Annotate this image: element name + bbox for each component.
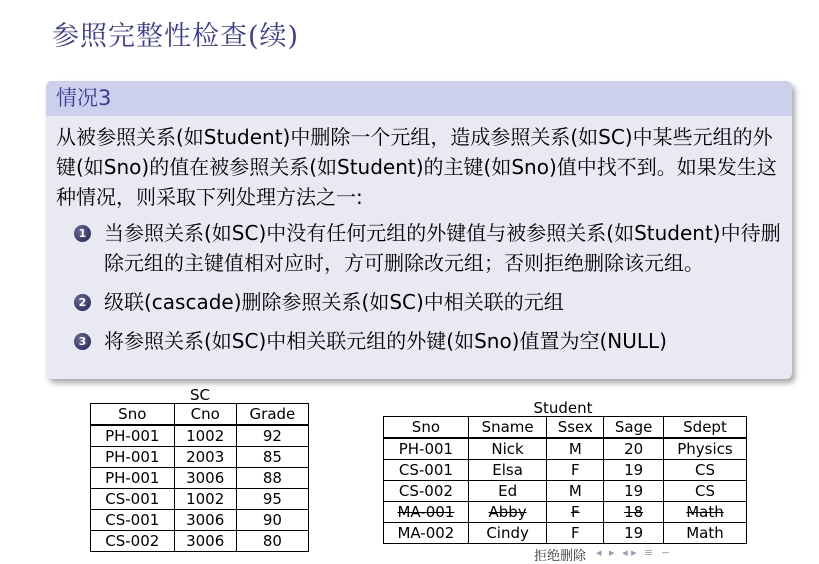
struck-table-row — [384, 502, 747, 523]
table-header-row — [384, 417, 747, 439]
table-row — [384, 481, 747, 502]
page-title: 参照完整性检查(续) — [52, 21, 300, 52]
beamer-nav-bar — [596, 546, 674, 559]
table-cell: 19 — [604, 481, 664, 502]
table-cell: Math — [664, 523, 747, 544]
block-body — [46, 116, 792, 356]
column-header: Sno — [91, 404, 175, 426]
table-cell: F — [547, 502, 604, 523]
number-bullet-icon: 2 — [74, 294, 91, 311]
table-cell: 1002 — [174, 425, 236, 447]
table-cell: PH-001 — [91, 447, 175, 468]
table-cell: CS-002 — [384, 481, 469, 502]
table-cell: CS-001 — [384, 460, 469, 481]
table-cell: CS-001 — [91, 489, 175, 510]
table-cell: PH-001 — [91, 468, 175, 489]
sc-table-caption: SC — [190, 386, 210, 404]
table-cell: CS-002 — [91, 531, 175, 552]
column-header: Sage — [604, 417, 664, 439]
table-cell: 3006 — [174, 468, 236, 489]
column-header: Sname — [468, 417, 547, 439]
block-paragraph: 从被参照关系(如Student)中删除一个元组，造成参照关系(如SC)中某些元组的外键(如Sno)的值在被参照关系(如Student)的主键(如Sno)值中找不到。如果发生这种情况，则采取下列处理方法之一: — [56, 125, 777, 209]
table-cell: 80 — [236, 531, 308, 552]
table-cell: F — [547, 523, 604, 544]
student-table — [383, 416, 747, 544]
number-bullet-icon: 1 — [74, 225, 91, 242]
table-cell: Physics — [664, 438, 747, 460]
number-bullet-icon: 3 — [74, 333, 91, 350]
column-header: Cno — [174, 404, 236, 426]
table-row — [91, 489, 309, 510]
table-header-row — [91, 404, 309, 426]
table-cell: 90 — [236, 510, 308, 531]
nav-right-icon[interactable]: ▸ — [609, 546, 615, 559]
table-cell: CS — [664, 460, 747, 481]
table-cell: MA-001 — [384, 502, 469, 523]
nav-left-icon[interactable]: ◂ — [596, 546, 602, 559]
table-cell: 18 — [604, 502, 664, 523]
table-cell: 2003 — [174, 447, 236, 468]
table-cell: 3006 — [174, 531, 236, 552]
table-row — [91, 510, 309, 531]
table-row — [384, 523, 747, 544]
content-block — [46, 81, 792, 379]
column-header: Sdept — [664, 417, 747, 439]
list-item — [56, 287, 782, 317]
list-item-text: 当参照关系(如SC)中没有任何元组的外键值与被参照关系(如Student)中待删除元组的主键值相对应时，方可删除改元组；否则拒绝删除该元组。 — [104, 221, 781, 275]
table-cell: Nick — [468, 438, 547, 460]
table-cell: 85 — [236, 447, 308, 468]
table-cell: 92 — [236, 425, 308, 447]
list-item-text: 将参照关系(如SC)中相关联元组的外键(如Sno)值置为空(NULL) — [104, 329, 667, 353]
sc-table — [90, 403, 309, 552]
table-cell: Abby — [468, 502, 547, 523]
table-cell: Ed — [468, 481, 547, 502]
table-cell: 88 — [236, 468, 308, 489]
table-cell: M — [547, 481, 604, 502]
table-cell: Math — [664, 502, 747, 523]
column-header: Ssex — [547, 417, 604, 439]
table-cell: 20 — [604, 438, 664, 460]
table-cell: 3006 — [174, 510, 236, 531]
list-item — [56, 218, 782, 278]
table-cell: CS-001 — [91, 510, 175, 531]
table-cell: 19 — [604, 460, 664, 481]
table-cell: M — [547, 438, 604, 460]
nav-section-icon[interactable]: ◂ ▸ — [622, 546, 637, 559]
block-heading: 情况3 — [46, 81, 792, 116]
method-list — [56, 218, 782, 356]
table-cell: Elsa — [468, 460, 547, 481]
table-cell: MA-002 — [384, 523, 469, 544]
table-cell: 1002 — [174, 489, 236, 510]
table-row — [384, 438, 747, 460]
reject-delete-label: 拒绝删除 — [534, 549, 587, 564]
table-cell: F — [547, 460, 604, 481]
table-row — [91, 447, 309, 468]
table-cell: CS — [664, 481, 747, 502]
table-row — [91, 531, 309, 552]
table-row — [384, 460, 747, 481]
table-cell: Cindy — [468, 523, 547, 544]
list-item-text: 级联(cascade)删除参照关系(如SC)中相关联的元组 — [104, 290, 564, 314]
student-table-caption: Student — [533, 399, 593, 417]
table-cell: 19 — [604, 523, 664, 544]
table-cell: PH-001 — [384, 438, 469, 460]
table-row — [91, 468, 309, 489]
column-header: Grade — [236, 404, 308, 426]
table-cell: 95 — [236, 489, 308, 510]
column-header: Sno — [384, 417, 469, 439]
list-item — [56, 326, 782, 356]
nav-align-icon[interactable]: ≡ — [644, 546, 654, 559]
table-cell: PH-001 — [91, 425, 175, 447]
table-row — [91, 425, 309, 447]
nav-search-icon[interactable]: ∽ — [660, 546, 671, 559]
